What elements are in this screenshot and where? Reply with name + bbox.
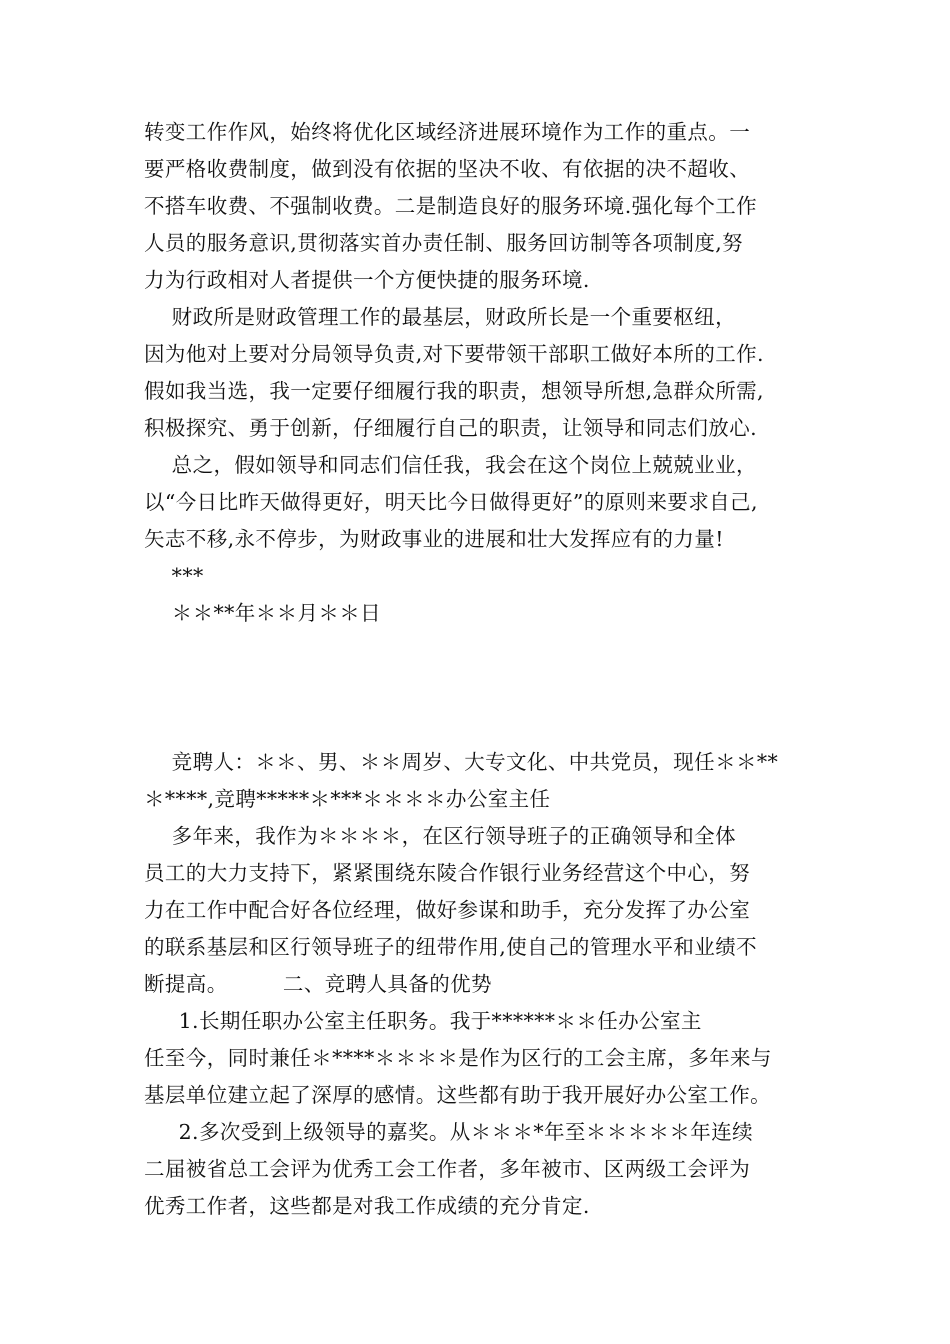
text-line: 财政所是财政管理工作的最基层，财政所长是一个重要枢纽， [144,305,736,329]
text-line: 力为行政相对人者提供一个方便快捷的服务环境. [144,268,590,292]
text-line: 要严格收费制度，做到没有依据的坚决不收、有依据的决不超收、 [144,157,751,181]
text-line: 2.多次受到上级领导的嘉奖。从＊＊＊*年至＊＊＊＊＊年连续 [144,1120,753,1144]
text-line: 假如我当选，我一定要仔细履行我的职责，想领导所想,急群众所需, [144,379,764,403]
text-line: 多年来，我作为＊＊＊＊，在区行领导班子的正确领导和全体 [144,824,736,848]
section-heading-line: 断提高。 二、竞聘人具备的优势 [144,972,492,996]
text-line: ＊****,竞聘*****＊***＊＊＊＊办公室主任 [144,787,551,811]
text-line: 转变工作作风，始终将优化区域经济进展环境作为工作的重点。一 [144,120,751,144]
text-line: 矢志不移,永不停步，为财政事业的进展和壮大发挥应有的力量! [144,527,724,551]
text-line: 员工的大力支持下，紧紧围绕东陵合作银行业务经营这个中心，努 [144,861,751,885]
text-line: 1.长期任职办公室主任职务。我于******＊＊任办公室主 [144,1009,702,1033]
text-line: 以“今日比昨天做得更好，明天比今日做得更好”的原则来要求自己, [144,490,758,514]
text-line: 任至今，同时兼任＊****＊＊＊＊是作为区行的工会主席，多年来与 [144,1046,772,1070]
text-line: 的联系基层和区行领导班子的纽带作用,使自己的管理水平和业绩不 [144,935,758,959]
text-line: 不搭车收费、不强制收费。二是制造良好的服务环境.强化每个工作 [144,194,758,218]
text-line: 力在工作中配合好各位经理，做好参谋和助手，充分发挥了办公室 [144,898,751,922]
text-line: 因为他对上要对分局领导负责,对下要带领干部职工做好本所的工作. [144,342,764,366]
text-line: 人员的服务意识,贯彻落实首办责任制、服务回访制等各项制度,努 [144,231,744,255]
signature-date: ＊＊**年＊＊月＊＊日 [144,601,382,625]
text-line: 优秀工作者，这些都是对我工作成绩的充分肯定. [144,1194,590,1218]
signature-name: *** [144,564,204,588]
text-line: 二届被省总工会评为优秀工会工作者，多年被市、区两级工会评为 [144,1157,751,1181]
text-line: 基层单位建立起了深厚的感情。这些都有助于我开展好办公室工作。 [144,1083,771,1107]
text-line: 积极探究、勇于创新，仔细履行自己的职责，让领导和同志们放心. [144,416,758,440]
text-line: 总之，假如领导和同志们信任我，我会在这个岗位上兢兢业业， [144,453,757,477]
text-line: 竞聘人：＊＊、男、＊＊周岁、大专文化、中共党员，现任＊＊** [144,750,779,774]
